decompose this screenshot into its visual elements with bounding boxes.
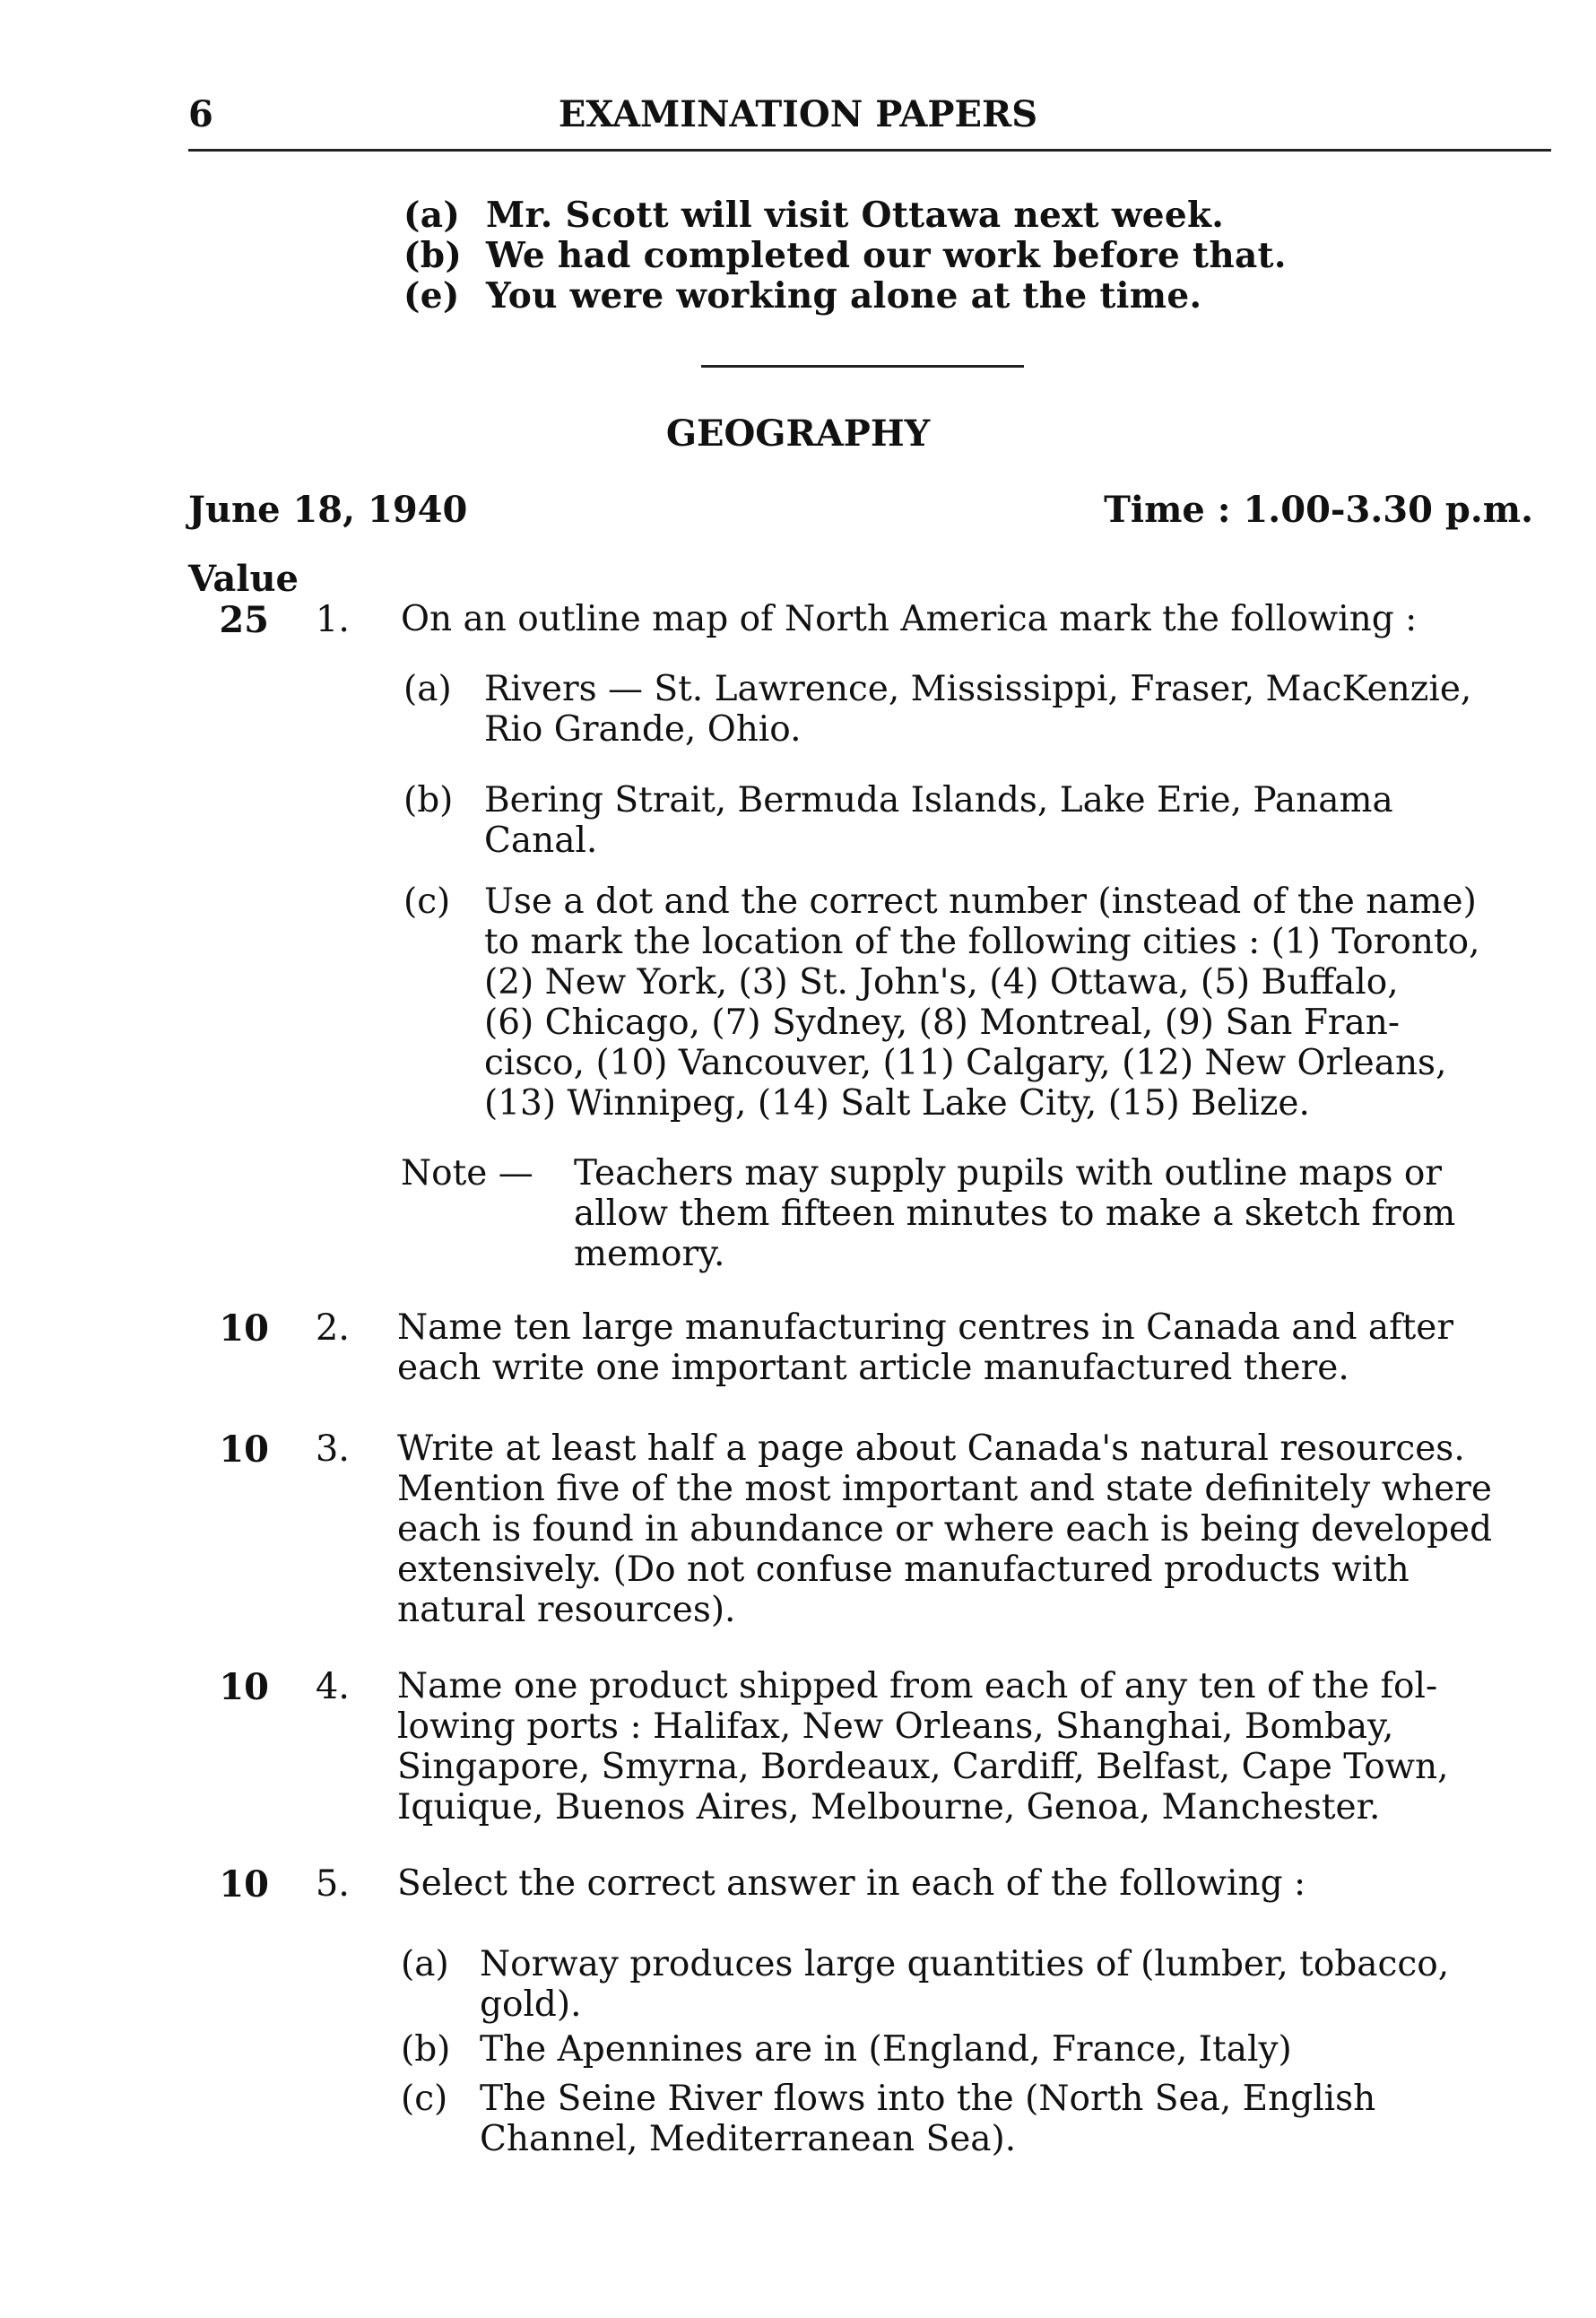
- question-value: 25: [219, 599, 269, 641]
- sub-item-text: Use a dot and the correct number (instead of the name): [484, 881, 1477, 922]
- running-header-title: EXAMINATION PAPERS: [558, 93, 1038, 135]
- prev-item-label: (e): [403, 275, 460, 317]
- prev-item-label: (b): [403, 235, 463, 276]
- sub-item-label: (b): [401, 2029, 451, 2070]
- exam-time: Time : 1.00-3.30 p.m.: [1104, 489, 1533, 531]
- question-text: Name one product shipped from each of any ten of the fol-: [397, 1666, 1438, 1706]
- note-text: allow them fifteen minutes to make a sketch from: [574, 1194, 1456, 1234]
- sub-item-text: Channel, Mediterranean Sea).: [480, 2119, 1017, 2159]
- sub-item-text: (6) Chicago, (7) Sydney, (8) Montreal, (9) San Fran-: [484, 1003, 1401, 1043]
- sub-item-text: gold).: [480, 1984, 582, 2025]
- question-text: each is found in abundance or where each is being developed: [397, 1509, 1493, 1550]
- section-title: GEOGRAPHY: [665, 412, 931, 455]
- sub-item-text: Norway produces large quantities of (lumber, tobacco,: [480, 1944, 1450, 1984]
- note-label: Note —: [401, 1153, 533, 1194]
- sub-item-label: (c): [403, 881, 451, 922]
- sub-item-text: Rivers — St. Lawrence, Mississippi, Fraser, MacKenzie,: [484, 669, 1472, 709]
- page-number: 6: [188, 93, 213, 135]
- question-number: 1.: [315, 599, 350, 640]
- question-value: 10: [219, 1428, 269, 1471]
- sub-item-text: The Apennines are in (England, France, Italy): [480, 2029, 1292, 2070]
- prev-item-text: Mr. Scott will visit Ottawa next week.: [486, 195, 1225, 236]
- section-divider: [701, 365, 1024, 368]
- sub-item-text: to mark the location of the following cities : (1) Toronto,: [484, 922, 1480, 962]
- question-value: 10: [219, 1666, 269, 1708]
- sub-item-label: (a): [403, 669, 452, 709]
- sub-item-text: Bering Strait, Bermuda Islands, Lake Erie, Panama: [484, 780, 1393, 820]
- question-value: 10: [219, 1863, 269, 1906]
- sub-item-text: The Seine River flows into the (North Sea, English: [480, 2079, 1376, 2119]
- question-number: 5.: [315, 1863, 350, 1905]
- question-number: 2.: [315, 1307, 350, 1349]
- question-text: On an outline map of North America mark the following :: [401, 599, 1418, 639]
- sub-item-text: (2) New York, (3) St. John's, (4) Ottawa, (5) Buffalo,: [484, 962, 1399, 1003]
- question-number: 4.: [315, 1666, 350, 1707]
- sub-item-label: (c): [401, 2079, 448, 2119]
- question-text: Select the correct answer in each of the following :: [397, 1863, 1306, 1904]
- prev-item-text: You were working alone at the time.: [486, 275, 1202, 317]
- sub-item-label: (b): [403, 780, 454, 820]
- question-text: lowing ports : Halifax, New Orleans, Shanghai, Bombay,: [397, 1706, 1394, 1747]
- sub-item-text: cisco, (10) Vancouver, (11) Calgary, (12) New Orleans,: [484, 1043, 1447, 1083]
- value-column-label: Value: [188, 558, 299, 600]
- sub-item-text: Rio Grande, Ohio.: [484, 709, 802, 750]
- question-text: Name ten large manufacturing centres in Canada and after: [397, 1307, 1454, 1348]
- prev-item-label: (a): [403, 195, 461, 236]
- question-text: natural resources).: [397, 1590, 736, 1630]
- question-text: extensively. (Do not confuse manufactured products with: [397, 1550, 1410, 1590]
- header-rule: [188, 149, 1551, 152]
- question-text: Iquique, Buenos Aires, Melbourne, Genoa, Manchester.: [397, 1787, 1381, 1827]
- exam-date: June 18, 1940: [188, 489, 468, 531]
- sub-item-text: (13) Winnipeg, (14) Salt Lake City, (15) Belize.: [484, 1083, 1310, 1124]
- question-text: each write one important article manufactured there.: [397, 1348, 1349, 1388]
- prev-item-text: We had completed our work before that.: [486, 235, 1287, 276]
- sub-item-text: Canal.: [484, 820, 598, 861]
- question-value: 10: [219, 1307, 269, 1350]
- question-number: 3.: [315, 1428, 350, 1470]
- note-text: memory.: [574, 1234, 725, 1274]
- sub-item-label: (a): [401, 1944, 449, 1984]
- note-text: Teachers may supply pupils with outline maps or: [574, 1153, 1443, 1194]
- question-text: Mention five of the most important and state definitely where: [397, 1469, 1492, 1509]
- question-text: Singapore, Smyrna, Bordeaux, Cardiff, Belfast, Cape Town,: [397, 1747, 1449, 1787]
- question-text: Write at least half a page about Canada's natural resources.: [397, 1428, 1465, 1469]
